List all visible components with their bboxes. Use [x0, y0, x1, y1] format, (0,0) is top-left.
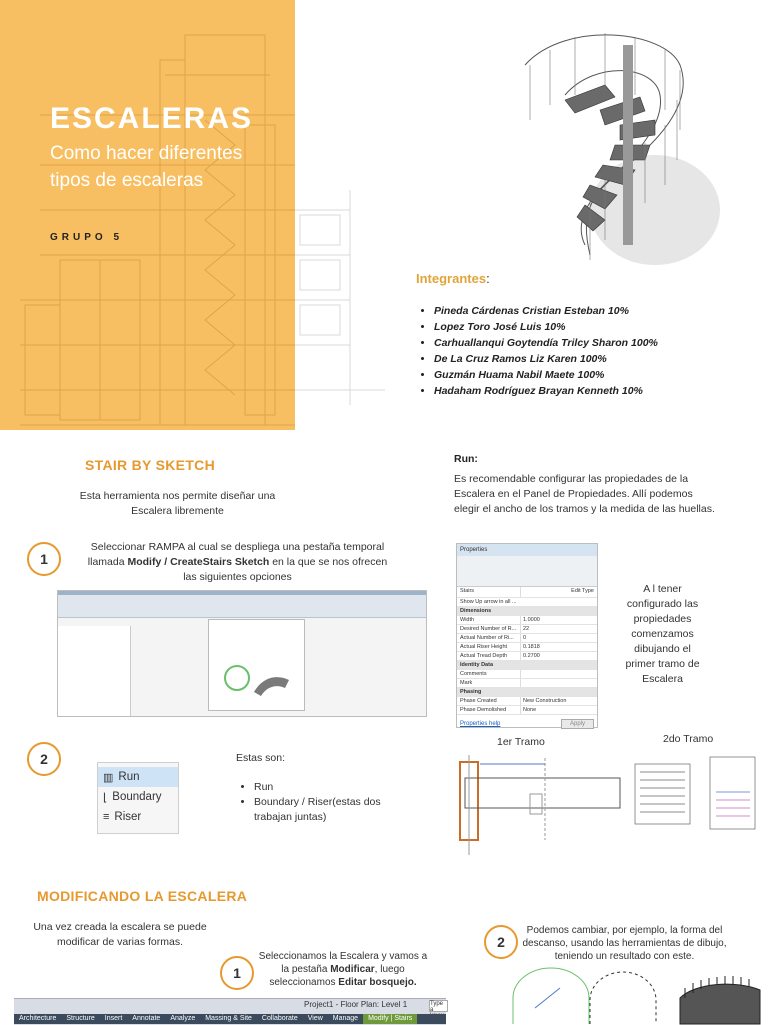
member-item: • Carhuallanqui Goytendía Trilcy Sharon 100%: [434, 335, 658, 351]
properties-filter[interactable]: Show Up arrow in all ...: [457, 598, 597, 607]
revit-tab-bar: [14, 1014, 446, 1024]
step-1-text: Seleccionar RAMPA al cual se despliega una pestaña temporal llamada Modify / CreateStairs Sketch en la que se nos ofrecen las siguientes opciones: [87, 541, 388, 583]
spiral-staircase-illustration: [505, 25, 730, 275]
revit-sketch-screenshot: [57, 590, 427, 717]
tab-manage[interactable]: Manage: [332, 1015, 359, 1022]
step-2-circle: 2: [27, 742, 61, 776]
building-drawing-extension: [295, 180, 390, 430]
section-identity-data: Identity Data: [457, 661, 597, 670]
tools-intro: Estas son:: [236, 752, 286, 764]
prop-row[interactable]: Desired Number of R... 22: [457, 625, 597, 634]
bullet-boundary-riser: • Boundary / Riser(estas dos trabajan juntas): [254, 795, 404, 825]
prop-row: Actual Number of Ri... 0: [457, 634, 597, 643]
tools-bullets: [240, 780, 404, 825]
prop-row[interactable]: Mark: [457, 679, 597, 688]
run-heading: Run:: [454, 453, 478, 465]
tab-view[interactable]: View: [307, 1015, 323, 1022]
modify-step-2-text: Podemos cambiar, por ejemplo, la forma del descanso, usando las herramientas de dibujo, teniendo un resultado con este.: [522, 925, 727, 962]
modify-intro: Una vez creada la escalera se puede modificar de varias formas.: [33, 921, 207, 948]
revit-tooltip-panel: [208, 619, 305, 711]
page-title: ESCALERAS: [50, 102, 254, 135]
apply-button[interactable]: Apply: [561, 719, 594, 729]
type-selector[interactable]: Stairs Edit Type: [457, 587, 597, 598]
tool-boundary[interactable]: ⌊ Boundary: [103, 791, 162, 804]
first-run-drawing: [455, 750, 625, 860]
prop-row[interactable]: Comments: [457, 670, 597, 679]
stair-tools-panel: [97, 762, 179, 834]
riser-icon: ≡: [103, 811, 110, 823]
stair-by-sketch-heading: STAIR BY SKETCH: [85, 457, 215, 473]
second-run-label: 2do Tramo: [663, 733, 714, 745]
run-icon: ▥: [103, 771, 114, 784]
prop-row[interactable]: Phase Created New Construction: [457, 697, 597, 706]
revit-search-input[interactable]: Type a: [429, 1000, 448, 1012]
properties-type-preview: [457, 556, 597, 587]
second-run-drawing: [630, 752, 760, 832]
member-item: • Pineda Cárdenas Cristian Esteban 10%: [434, 303, 658, 319]
step-1-circle: 1: [27, 542, 61, 576]
run-side-text: A l tener configurado las propiedades comenzamos dibujando el primer tramo de Escalera: [625, 583, 700, 685]
page-subtitle: Como hacer diferentes tipos de escaleras: [50, 143, 243, 191]
modify-heading: MODIFICANDO LA ESCALERA: [37, 888, 248, 904]
run-text: Es recomendable configurar las propiedades de la Escalera en el Panel de Propiedades. Allí podemos elegir el ancho de los tramos y la medida de las huellas.: [454, 473, 715, 515]
hero-banner: [0, 0, 295, 430]
building-section-drawing: [0, 0, 295, 430]
stair-by-sketch-intro: Esta herramienta nos permite diseñar una Escalera libremente: [79, 490, 276, 517]
tool-run[interactable]: ▥ Run: [98, 767, 178, 787]
member-item: • Hadaham Rodríguez Brayan Kenneth 10%: [434, 383, 658, 399]
prop-row: Actual Riser Height 0.1818: [457, 643, 597, 652]
member-item: • De La Cruz Ramos Liz Karen 100%: [434, 351, 658, 367]
member-item: • Lopez Toro José Luis 10%: [434, 319, 658, 335]
modify-step-1-text: Seleccionamos la Escalera y vamos a la pestaña Modificar, luego seleccionamos Editar bosquejo.: [258, 951, 428, 988]
member-item: • Guzmán Huama Nabil Maete 100%: [434, 367, 658, 383]
tab-annotate[interactable]: Annotate: [132, 1015, 161, 1022]
prop-row[interactable]: Phase Demolished None: [457, 706, 597, 715]
section-dimensions: Dimensions: [457, 607, 597, 616]
group-label: GRUPO 5: [50, 232, 124, 243]
landing-shape-drawings: [505, 968, 768, 1024]
revit-properties-mini: [58, 626, 131, 716]
boundary-icon: ⌊: [103, 791, 108, 804]
tab-architecture[interactable]: Architecture: [19, 1015, 57, 1022]
properties-title: Properties: [457, 544, 597, 556]
tab-modify-stairs[interactable]: Modify | Stairs: [363, 1014, 417, 1024]
ramp-preview-icon: [209, 620, 304, 710]
tab-analyze[interactable]: Analyze: [170, 1015, 196, 1022]
modify-step-2-circle: 2: [484, 925, 518, 959]
revit-window-title: Project1 - Floor Plan: Level 1: [304, 1000, 408, 1009]
section-phasing: Phasing: [457, 688, 597, 697]
members-list: [420, 303, 658, 399]
prop-row[interactable]: Width 1.0000: [457, 616, 597, 625]
members-heading: Integrantes:: [416, 271, 490, 286]
prop-row[interactable]: Actual Tread Depth 0.2700: [457, 652, 597, 661]
tab-structure[interactable]: Structure: [66, 1015, 95, 1022]
tool-riser[interactable]: ≡ Riser: [103, 811, 142, 823]
properties-help-link[interactable]: Properties help: [460, 721, 501, 727]
modify-step-1-circle: 1: [220, 956, 254, 990]
bullet-run: • Run: [254, 780, 404, 795]
tab-massing-site[interactable]: Massing & Site: [205, 1015, 252, 1022]
tab-insert[interactable]: Insert: [104, 1015, 123, 1022]
tab-collaborate[interactable]: Collaborate: [261, 1015, 298, 1022]
first-run-label: 1er Tramo: [497, 736, 545, 748]
properties-panel: [456, 543, 598, 728]
revit-ribbon: [58, 595, 426, 618]
